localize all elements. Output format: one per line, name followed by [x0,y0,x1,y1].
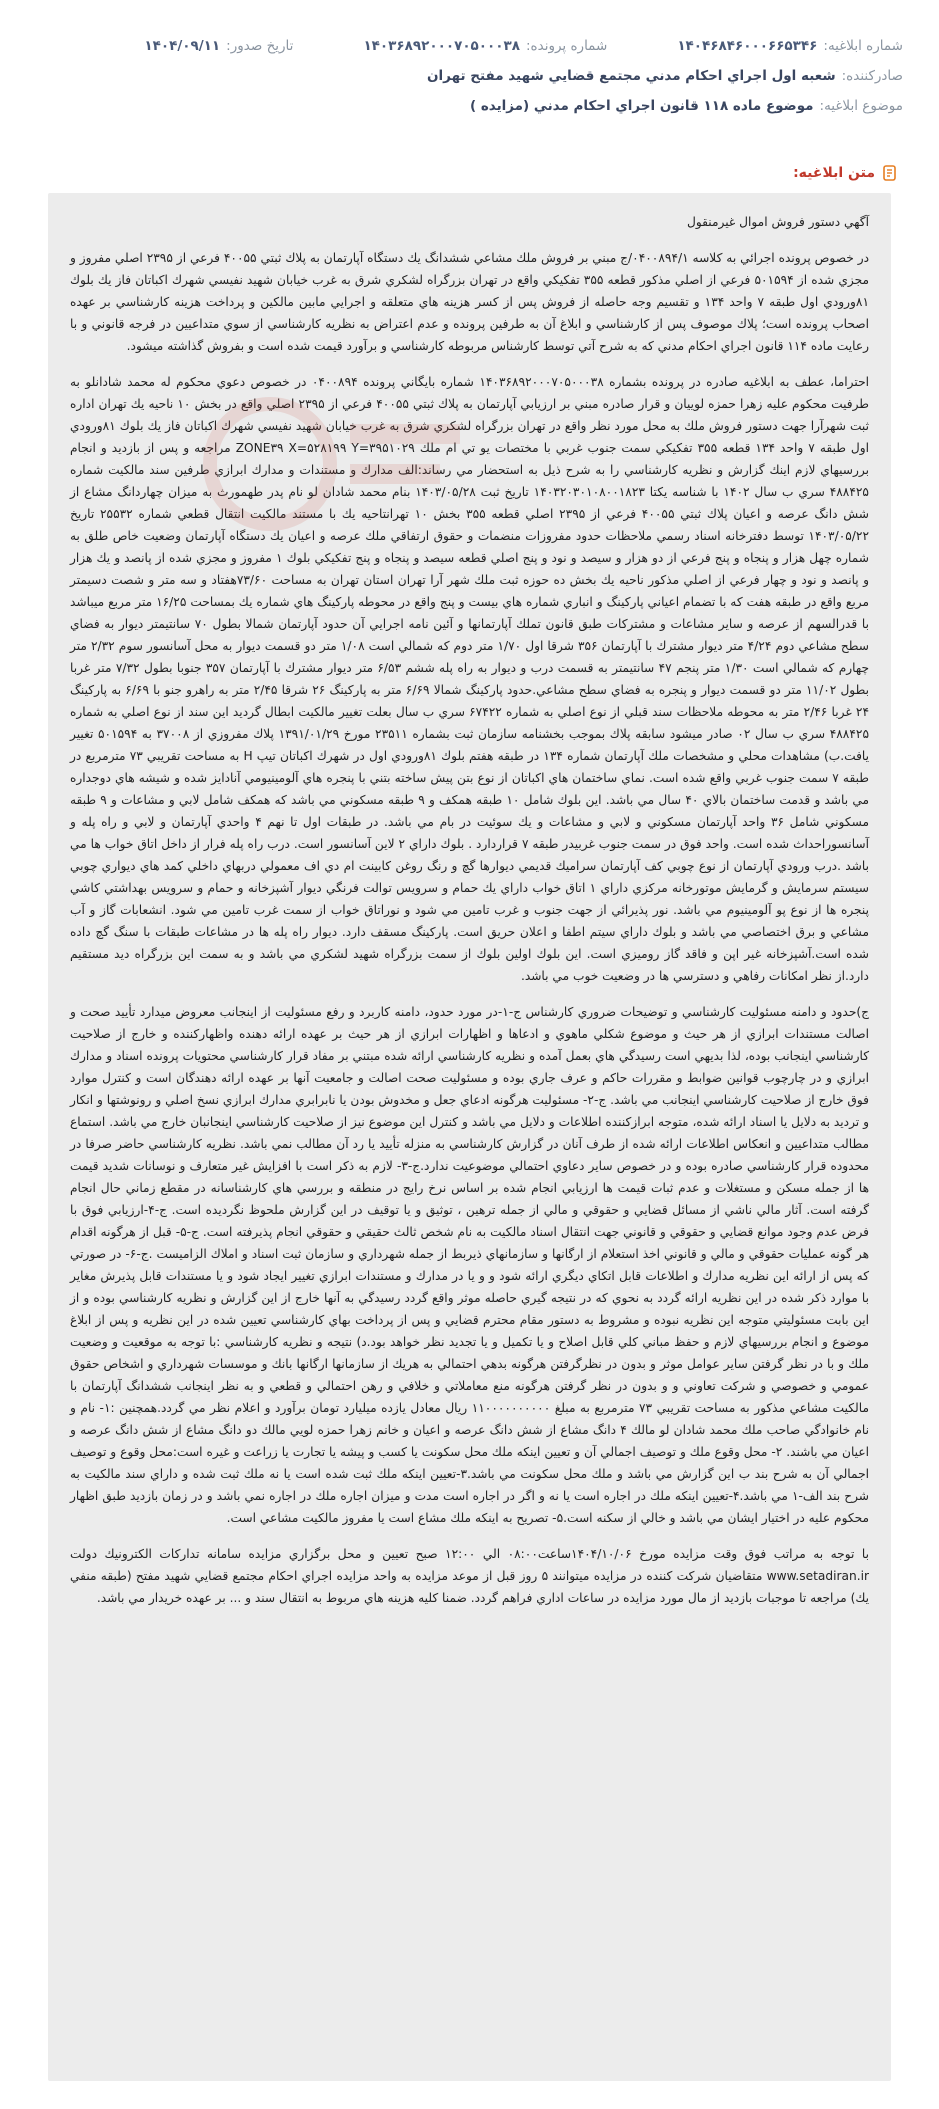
issue-date [144,38,293,54]
header-row-subject [40,98,903,114]
notice-text-title [793,164,899,182]
issue-date-value: ۱۴۰۴/۰۹/۱۱ [144,38,221,54]
notice-heading: آگهي دستور فروش اموال غيرمنقول [686,215,869,229]
case-number-label: شماره پرونده: [526,38,608,54]
issuer-label: صادرکننده: [841,68,903,84]
notice-header [40,38,903,128]
subject-label: موضوع ابلاغيه: [819,98,903,114]
notice-paragraph-3: ج)حدود و دامنه مسئوليت كارشناسي و توضيحات ضروري كارشناس ج-۱-در مورد حدود، دامنه كاربرد و رفع مسئوليت از اينجانب معروض ميدارد تأييد صحت و اصالت مستندات ابرازي از هر حيث و موضوع شكلي ماهوي و ادعاها و اظهارات ابرازي از هر حيث بر عهده ارائه دهنده واظهاركننده و خارج از صلاحيت كارشناسي اينجانب بوده، لذا بديهي است رسيدگي هاي بعمل آمده و نظريه كارشناسي ارائه شده مبتني بر مفاد قرار كارشناسي محتويات پرونده اسناد و مدارك ابرازي و در چارچوب قوانين ضوابط و مقررات حاكم و عرف جاري بوده و مسئوليت صحت اصالت و جامعيت آنها بر عهده ارائه دهندگان است و كنترل موارد فوق خارج از صلاحيت كارشناسي اينجانب مي باشد. ج-۲- مسئوليت هرگونه ادعاي جعل و مخدوش بودن يا نابرابري مدارك ابرازي نسخ اصلي و رونوشتها و انكار و ترديد به دلايل يا اسناد ارائه شده، متوجه ابرازكننده اطلاعات و دلايل مي باشد و كنترل اين موضوع نيز از صلاحيت كارشناسي اينجانبان خارج مي باشد. استماع مطالب متداعيين و انعكاس اطلاعات ارائه شده از طرف آنان در گزارش كارشناسي به منزله تأييد يا رد آن مطالب نمي باشد. نظريه كارشناسي حاضر صرفا در محدوده قرار كارشناسي صادره بوده و در خصوص ساير دعاوي احتمالي موضوعيت ندارد.ج-۳- لازم به ذكر است با افزايش غير متعارف و نوسانات شديد قيمت ها از جمله مسكن و مستغلات و عدم ثبات قيمت ها ارزيابي انجام شده بر اساس نرخ رايج در منطقه و بررسي هاي كارشناسانه در مقطع زماني حال انجام گرفته است. آثار مالي ناشي از مسائل قضايي و حقوقي و مالي از جمله ترهين ، توثيق و يا توقيف در اين گزارش ملحوظ نگرديده است. ج-۴-ارزيابي فوق با فرض عدم وجود موانع قضايي و حقوقي و قانوني جهت انتقال اسناد مالكيت به نام شخص ثالث حقيقي و حقوقي انجام پذيرفته است. ج-۵- قبل از هرگونه اقدام هر گونه عمليات حقوقي و مالي و قانوني اخذ استعلام از ارگانها و سازمانهاي ذيربط از جمله شهرداري و سازمان ثبت اسناد و املاك الزاميست .ج-۶- در صورتي كه پس از ارائه اين نظريه مدارك و اطلاعات قابل اتكاي ديگري ارائه شود و و يا در مدارك و مستندات ابرازي تغيير ايجاد شود و يا مستندات قابل پذيرش مغاير با موارد ذكر شده در اين نظريه ارائه گردد به نحوي كه در نتيجه گيري حاصله موثر واقع گردد رسيدگي به آنها خارج از اين گزارش و نظريه كارشناسي بوده و از اين بابت مسئوليتي متوجه اين نظريه نبوده و مشروط به دستور مقام محترم قضايي و پس از پرداخت بهاي كارشناسي تعيين شده در اين نظريه و پس از ابلاغ موضوع و انجام بررسيهاي لازم و حفظ مباني كلي قابل اصلاح و يا تكميل و يا تجديد نظر خواهد بود.د) نتيجه و نظريه كارشناسي :با توجه به موقعيت و وضعيت ملك و با در نظر گرفتن ساير عوامل موثر و بدون در نظرگرفتن هرگونه بدهي احتمالي به هريك از سازمانها ارگانها بانك و موسسات شهرداري و اشخاص حقوق عمومي و خصوصي و شركت تعاوني و و بدون در نظر گرفتن هرگونه منع معاملاتي و خلافي و رهن احتمالي و قطعي و به نظر اينجانب ششدانگ آپارتمان با مالكيت مشاعي مذكور به مساحت تقريبي ۷۳ مترمربع به مبلغ ۱۱۰۰۰۰۰۰۰۰۰۰ ريال معادل يازده ميليارد تومان برآورد و اعلام نظر مي گردد.همچنين :۱- نام و نام خانوادگي صاحب ملك محمد شادان لو مالك ۴ دانگ مشاع از شش دانگ عرصه و اعيان و خانم زهرا حمزه لويي مالك دو دانگ مشاع از شش دانگ عرصه و اعيان مي باشند. ۲- محل وقوع ملك و توصيف اجمالي آن و تعيين اينكه ملك محل سكونت يا كسب و پيشه يا تجارت يا زراعت و غيره است:محل وقوع و توصيف اجمالي آن به شرح بند ب اين گزارش مي باشد و ملك محل سكونت مي باشد.۳-تعيين اينكه ملك ثبت شده است يا نه ملك ثبت شده و داراي سند مالكيت به شرح بند الف-۱ مي باشد.۴-تعيين اينكه ملك در اجاره است يا نه و اگر در اجاره است مدت و ميزان اجاره ملك در اجاره نمي باشد و در زمان بازديد طبق اظهار محكوم عليه در اختيار ايشان مي باشد و خالي از سكنه است.۵- تصريح به اينكه ملك مشاع است يا مفروز مالكيت مشاعي است. [70,1005,870,1525]
notice-number [677,38,903,54]
subject [470,98,903,114]
notice-paragraph-4: با توجه به مراتب فوق وقت مزايده مورخ ۱۴۰۴/۱۰/۰۶ساعت۰۸:۰۰ الي ۱۲:۰۰ صبح تعيين و محل برگزاري مزايده سامانه تداركات الكترونيك دولت www.setadiran.ir متقاضيان شركت كننده در مزايده ميتوانند ۵ روز قبل از موعد مزايده به واحد مزايده اجراي احكام مجتمع قضايي شهيد مفتح (طبقه منفي يك) مراجعه تا موجبات بازديد از مال مورد مزايده در ساعات اداري فراهم گردد. ضمنا كليه هزينه هاي مربوط به انتقال سند و ... بر عهده خريدار مي باشد. [70,1547,869,1605]
header-row-ids [40,38,903,54]
subject-value: موضوع ماده ۱۱۸ قانون اجراي احكام مدني (مزايده ) [469,98,814,114]
notice-text-title-label: متن ابلاغيه: [793,165,875,181]
issuer-value: شعبه اول اجراي احكام مدني مجتمع قضايي شهيد مفتح تهران [427,68,836,84]
notice-number-value: ۱۴۰۴۶۸۴۶۰۰۰۶۶۵۳۴۶ [677,38,818,54]
issuer [427,68,903,84]
header-row-issuer [40,68,903,84]
case-number-value: ۱۴۰۳۶۸۹۲۰۰۰۷۰۵۰۰۰۳۸ [363,38,520,54]
document-icon [881,164,899,182]
notice-paragraph-2: احتراما، عطف به ابلاغيه صادره در پرونده بشماره ۱۴۰۳۶۸۹۲۰۰۰۷۰۵۰۰۰۳۸ شماره بايگاني پرونده ۰۴۰۰۸۹۴ در خصوص دعوي محكوم له محمد شادانلو به طرفيت محكوم عليه زهرا حمزه لوييان و قرار صادره مبني بر ارزيابي آپارتمان به پلاك ثبتي ۴۰۰۵۵ فرعي از ۲۳۹۵ اصلي واقع در بخش ۱۰ ناحيه يك تهران اداره ثبت شهرآرا جهت دستور فروش ملك به محل مورد نظر واقع در تهران بزرگراه لشكري شرق به غرب خيابان شهيد نفيسي شهرك اكباتان فاز يك بلوك ۸۱ورودي اول طبقه ۷ واحد ۱۳۴ قطعه ۳۵۵ تفكيكي سمت جنوب غربي با مختصات يو تي ام ملك ZONE۳۹ X=۵۲۸۱۹۹ Y=۳۹۵۱۰۲۹ مراجعه و پس از بازديد و انجام بررسيهاي لازم اينك گزارش و نظريه كارشناسي را به شرح ذيل به استحضار مي رساند:الف مدارك و مستندات و مدارك ابرازي طرفين سند مالكيت شماره ۴۸۸۴۲۵ سري ب سال ۱۴۰۲ با شناسه يكتا ۱۴۰۳۲۰۳۰۱۰۸۰۰۱۸۲۳ تاريخ ثبت ۱۴۰۳/۰۵/۲۸ بنام محمد شادان لو نام پدر طهمورث به ميزان چهاردانگ مشاع از شش دانگ عرصه و اعيان پلاك ثبتي ۴۰۰۵۵ فرعي از ۲۳۹۵ اصلي قطعه ۳۵۵ بخش ۱۰ تهرانتاحيه يك با مستند مالكيت انتقال قطعي شماره ۲۵۵۳۲ تاريخ ۱۴۰۳/۰۵/۲۲ توسط دفترخانه اسناد رسمي ملاحظات حدود مفروزات منضمات و حقوق ارتفاقي ملك عرصه و اعيان يك دستگاه آپارتمان وضعيت خاص طلق به شماره چهل هزار و پنجاه و پنج فرعي از دو هزار و سيصد و نود و پنج اصلي قطعه سيصد و پنجاه و پنج تفكيكي بلوك ۱ مفروز و مجزي شده از پانصد و يك هزار و پانصد و نود و چهار فرعي از اصلي مذكور ناحيه يك بخش ده حوزه ثبت ملك شهر آرا تهران استان تهران به مساحت ۷۳/۶۰هفتاد و سه متر و شصت دسيمتر مربع واقع در طبقه هفت كه با تضمام اعياني پاركينگ و انباري شماره هاي بيست و پنج واقع در محوطه پاركينگ هاي شماره يك بمساحت ۱۶/۲۵ متر مربع ميباشد با قدرالسهم از عرصه و ساير مشاعات و مشتركات طبق قانون تملك آپارتمانها و آئين نامه اجرايي آن حدود آپارتمان شمالا بطول ۷۰ سانتيمتر ديوار به فضاي سطح مشاعي دوم ۴/۲۴ متر ديوار مشترك با آپارتمان ۳۵۶ شرقا اول ۱/۷۰ متر دوم كه شمالي است ۱/۰۸ متر دو قسمت ديوار به محل آسانسور سوم ۲/۳۲ متر چهارم كه شمالي است ۱/۳۰ متر پنجم ۴۷ سانتيمتر به قسمت درب و ديوار به راه پله ششم ۶/۵۳ متر ديوار مشترك با آپارتمان ۳۵۷ جنوبا بطول ۷/۳۲ متر غربا بطول ۱۱/۰۲ متر دو قسمت ديوار و پنجره به فضاي سطح مشاعي.حدود پاركينگ شمالا ۶/۶۹ متر به پاركينگ ۲۶ شرقا ۲/۴۵ متر به راهرو جنو با ۶/۶۹ به پاركينگ ۲۴ غربا ۲/۴۶ متر به محوطه ملاحظات سند قبلي از نوع اصلي به شماره ۶۷۴۲۲ سري ب سال بعلت تغيير مالكيت ابطال گرديد اين سند از نوع اصلي به شماره ۴۸۸۴۲۵ سري ب سال ۰۲ صادر ميشود سابقه پلاك بموجب بخشنامه سازمان ثبت بشماره ۲۳۵۱۱ مورخ ۱۳۹۱/۰۱/۲۹ پلاك مفروزي از ۳۷۰۰۸ به ۵۰۱۵۹۴ تغيير يافت.ب) مشاهدات محلي و مشخصات ملك آپارتمان شماره ۱۳۴ در طبقه هفتم بلوك ۸۱ورودي اول در شهرك اكباتان تيپ H به مساحت تقريبي ۷۳ مترمربع در طبقه ۷ سمت جنوب غربي واقع شده است. نماي ساختمان هاي اكباتان از نوع بتن پيش ساخته بتني با پنجره هاي آلومينيومي آنادايز شده و شيشه هاي دوجداره مي باشد و قدمت ساختمان بالاي ۴۰ سال مي باشد. اين بلوك شامل ۱۰ طبقه همكف و ۹ طبقه مسكوني مي باشد كه همكف شامل لابي و مشاعات و ۹ طبقه مسكوني شامل ۳۶ واحد آپارتمان مسكوني و لابي و مشاعات و يك سوئيت در بام مي باشد. در طبقات اول تا نهم ۴ واحدي آپارتمان و لابي و راه پله و آسانسوراحداث شده است. واحد فوق در سمت جنوب غربيدر طبقه ۷ قراردارد . بلوك داراي ۲ لاين آسانسور است. درب راه پله فرار از داخل اتاق خواب ها مي باشد .درب ورودي آپارتمان از نوع چوبي كف آپارتمان سراميك قديمي ديوارها گچ و رنگ روغن كابينت ام دي اف معمولي دربهاي داخلي كمد هاي ديواري چوبي سيستم سرمايش و گرمايش موتورخانه مركزي داراي ۱ اتاق خواب داراي يك حمام و سرويس توالت فرنگي ديوار آشپزخانه و حمام و سرويس بهداشتي كاشي پنجره ها از نوع پو آلومينيوم مي باشد. نور پذيرائي از جهت جنوب و غرب تامين مي شود و نوراتاق خواب از سمت غرب تامين مي شود. انشعابات گاز و آب مشاعي و برق اختصاصي مي باشد و بلوك داراي سيتم اطفا و اعلان حريق است. پاركينگ مسقف دارد. ديوار راه پله ها در مشاعات طبقات با سنگ گچ داده شده است.آشپزخانه غير اپن و فاقد گاز روميزي است. اين بلوك اولين بلوك از سمت بزرگراه شهيد لشكري مي باشد و به سمت اين بزرگراه ديد مستقيم دارد.از نظر امكانات رفاهي و دسترسي ها در وضعيت خوب مي باشد. [70,375,870,983]
issue-date-label: تاريخ صدور: [226,38,294,54]
notice-body [48,193,891,2081]
notice-paragraph-1: در خصوص پرونده اجرائي به کلاسه ۰۴۰۰۸۹۴/۱/ج مبني بر فروش ملك مشاعي ششدانگ يك دستگاه آپارتمان به پلاك ثبتي ۴۰۰۵۵ فرعي از ۲۳۹۵ اصلي مفروز و مجزي شده از ۵۰۱۵۹۴ فرعي از اصلي مذكور قطعه ۳۵۵ تفكيكي واقع در تهران بزرگراه لشكري شرق به غرب خيابان شهيد نفيسي شهرك اكباتان فاز يك بلوك ۸۱ورودي اول طبقه ۷ واحد ۱۳۴ و تقسيم وجه حاصله از فروش پس از كسر هزينه هاي متعلقه و اجرايي مابين مالكين و پرداخت هزينه كارشناسي بر عهده اصحاب پرونده است؛ پلاك موصوف پس از كارشناسي و ابلاغ آن به طرفين پرونده و عدم اعتراض به نظريه كارشناسي از سوي متداعيين در فرجه قانوني و با رعايت ماده ۱۱۴ قانون اجراي احكام مدني كه به شرح آتي توسط كارشناس مربوطه كارشناسي و برآورد قيمت شده است و بفروش گذاشته ميشود. [70,251,870,353]
case-number [363,38,607,54]
notice-number-label: شماره ابلاغيه: [823,38,903,54]
